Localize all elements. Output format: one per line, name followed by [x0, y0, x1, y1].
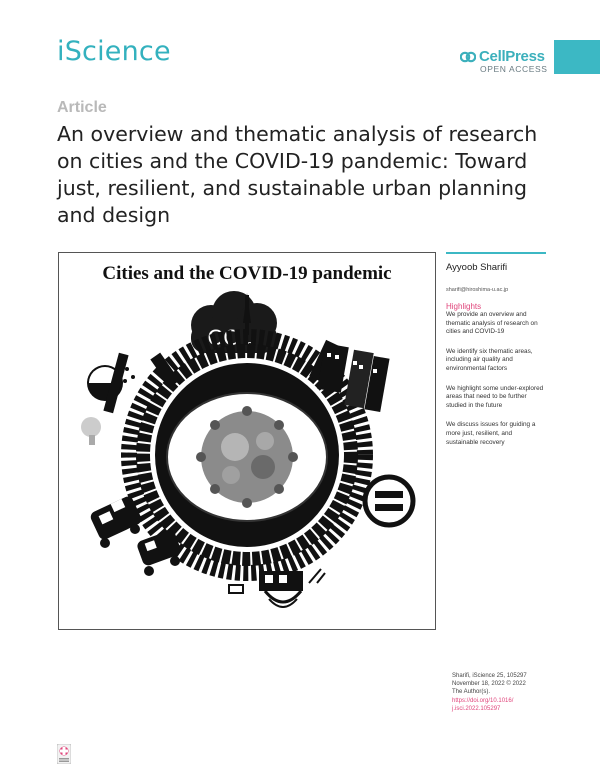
figure-heading: Cities and the COVID-19 pandemic	[102, 263, 392, 284]
transport-icon	[89, 495, 182, 576]
citation-line: The Author(s).	[452, 689, 491, 696]
crossmark-icon[interactable]	[57, 744, 71, 764]
citation-line: Sharifi, iScience 25, 105297	[452, 673, 527, 679]
author-email[interactable]: sharifi@hiroshima-u.ac.jp	[446, 287, 509, 293]
sidebar	[446, 252, 546, 458]
graphical-abstract-illustration	[59, 253, 435, 629]
article-type: Article	[57, 99, 107, 116]
citation-line: November 18, 2022 © 2022	[452, 681, 526, 688]
publisher-logo[interactable]	[460, 48, 550, 74]
article-title: An overview and thematic analysis of research on cities and the COVID-19 pandemic: Toward just, resilient, and sustainable urban planning and design	[57, 122, 538, 227]
journal-name[interactable]: iScience	[57, 36, 171, 67]
author-name[interactable]: Ayyoob Sharifi	[446, 262, 508, 273]
co2-label: CO	[207, 325, 241, 350]
doi-link-continued[interactable]: j.isci.2022.105297	[452, 705, 501, 712]
sidebar-rule	[446, 252, 546, 254]
coronavirus-icon	[167, 393, 327, 521]
highlight-item: We identify six thematic areas, including air quality and environmental factors	[446, 347, 533, 372]
open-access-label: OPEN ACCESS	[480, 64, 548, 74]
highlight-item: We provide an overview and thematic analysis of research on cities and COVID-19	[446, 311, 538, 336]
highlight-item: We discuss issues for guiding a more just, resilient, and sustainable recovery	[446, 421, 536, 446]
highlight-item: We highlight some under-explored areas that need to be further studied in the future	[446, 384, 544, 409]
co2-subscript: 2	[247, 341, 253, 352]
teal-corner-tab	[554, 40, 600, 74]
equality-icon	[365, 477, 413, 525]
cellpress-logo-icon	[460, 50, 476, 64]
highlights-heading: Highlights	[446, 302, 482, 311]
doi-link[interactable]: https://doi.org/10.1016/	[452, 697, 514, 704]
citation-block	[452, 672, 552, 713]
publisher-brand: CellPress	[479, 48, 545, 65]
graphical-abstract	[58, 252, 436, 630]
